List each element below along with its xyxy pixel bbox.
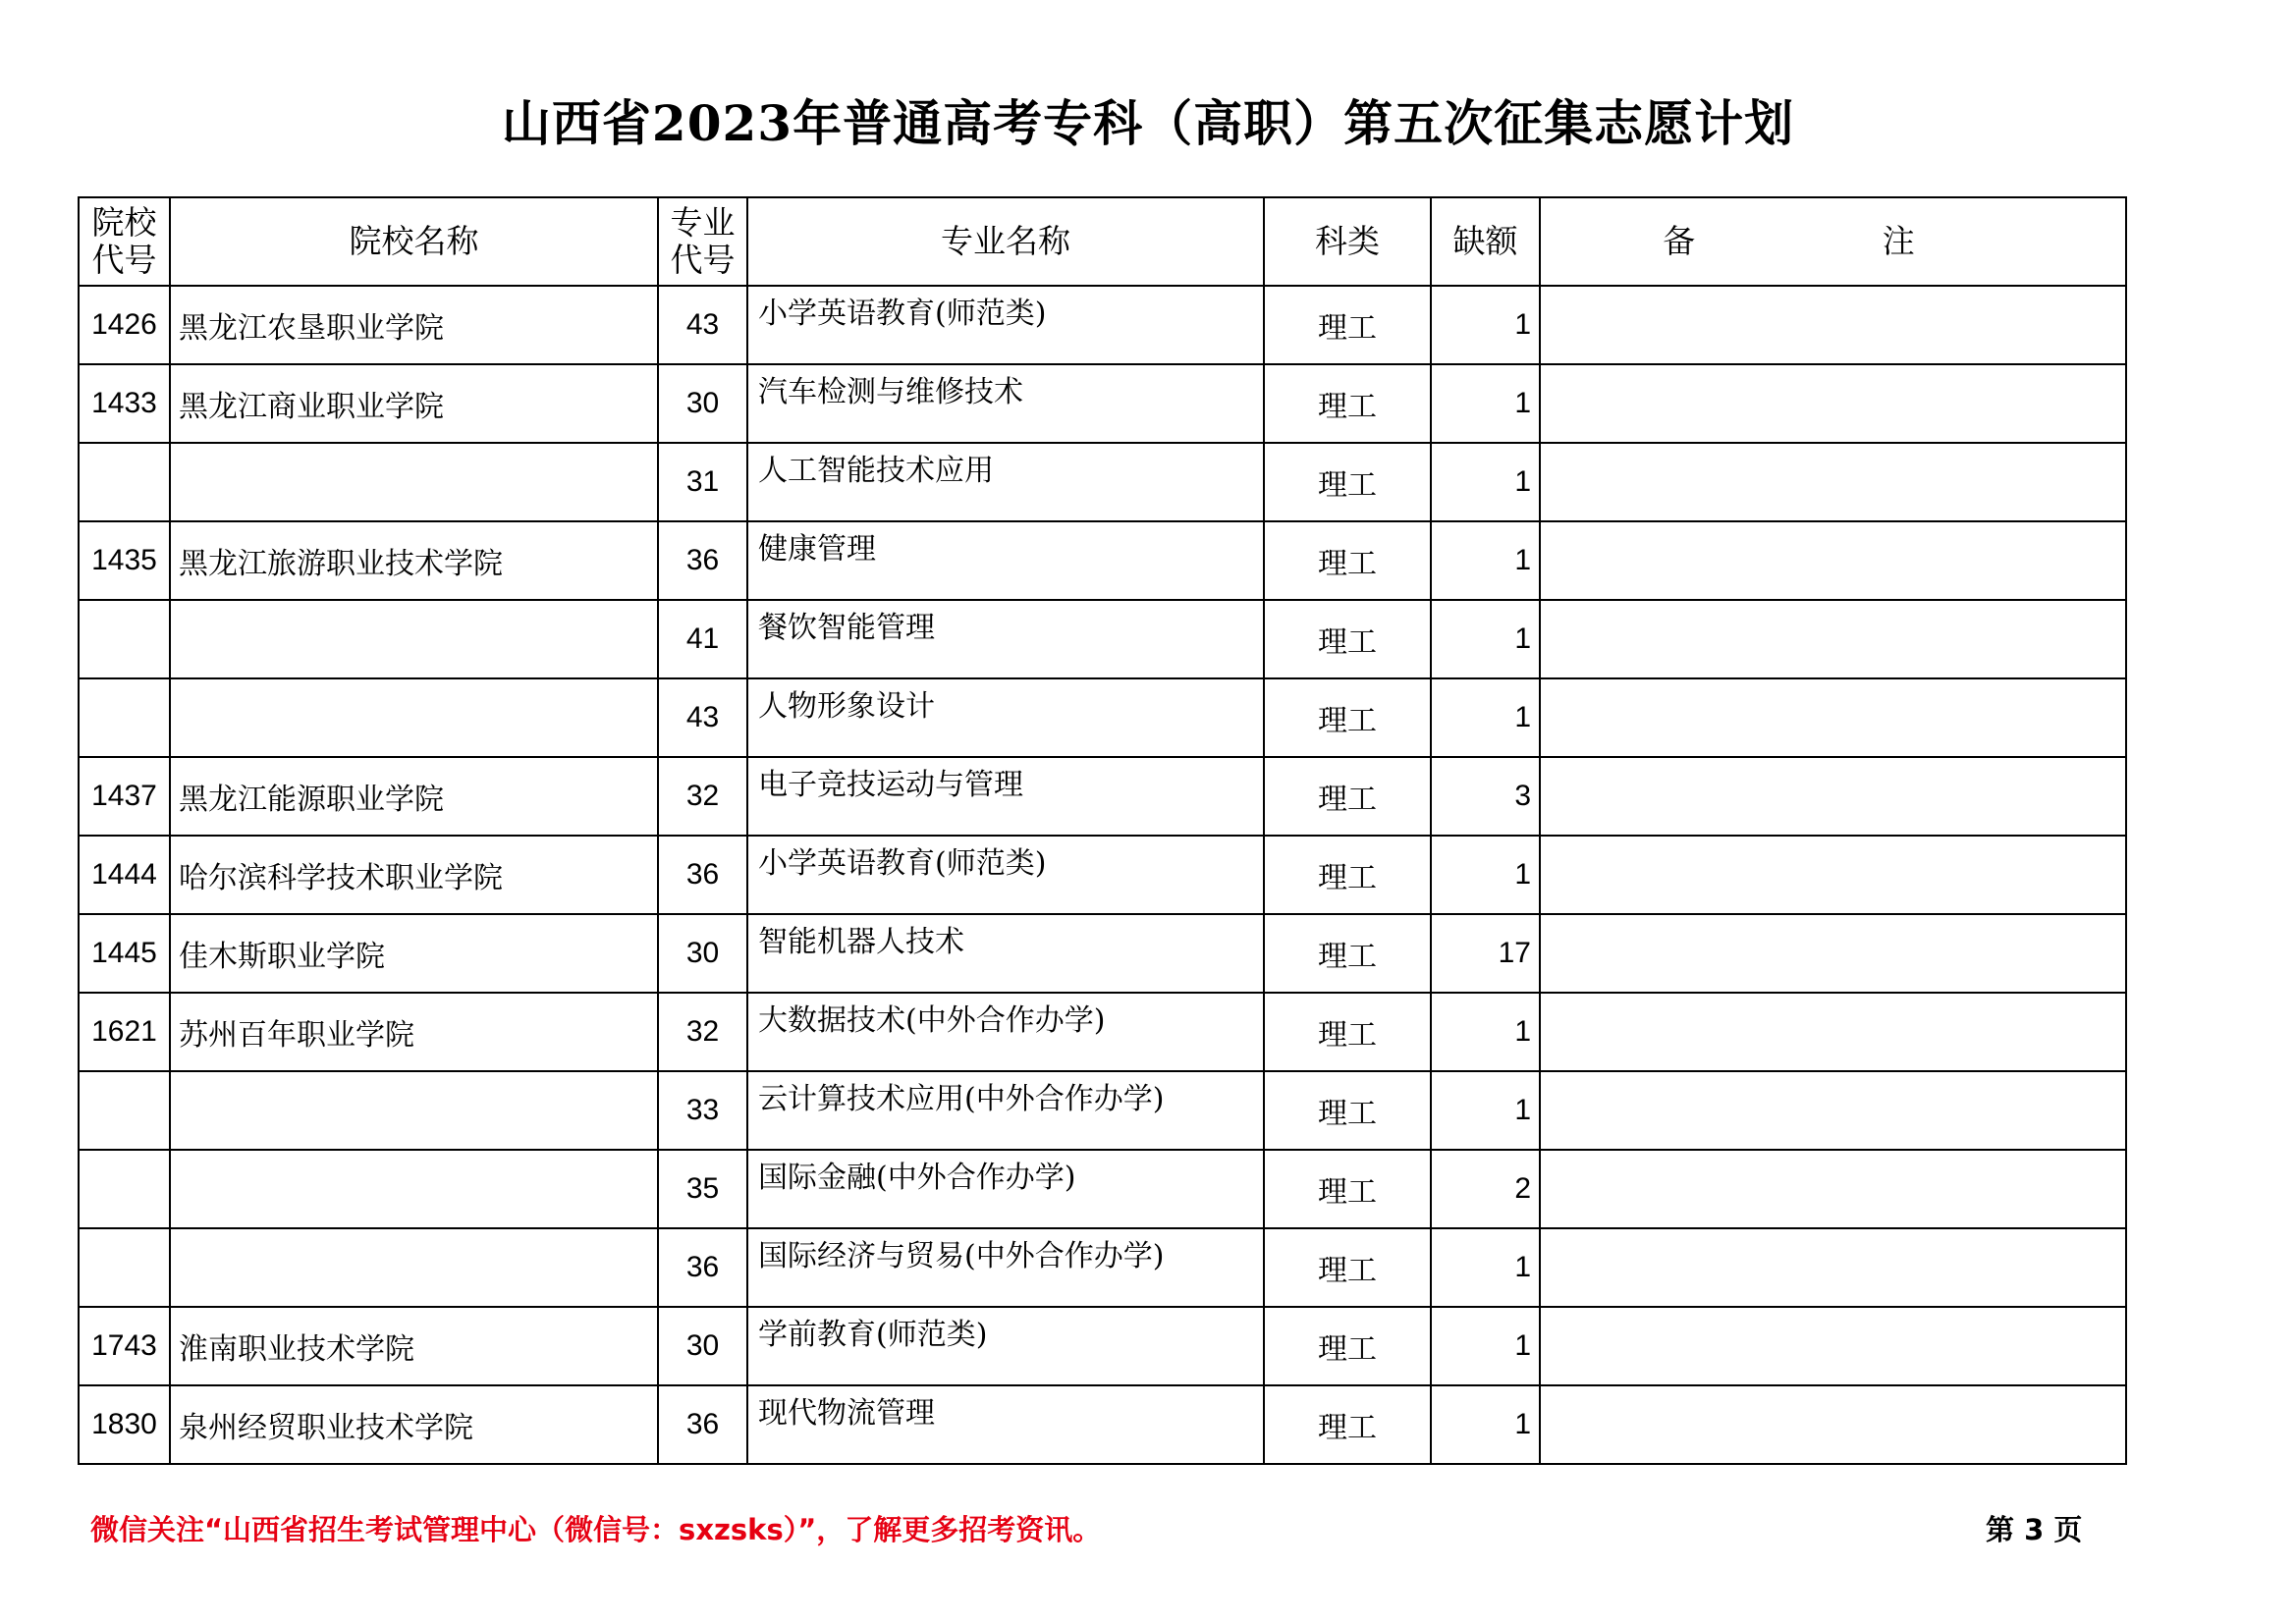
cell-school-name: 苏州百年职业学院 [170, 993, 658, 1071]
table-row [79, 1228, 2126, 1307]
cell-school-name [170, 1228, 658, 1307]
cell-category: 理工 [1264, 757, 1431, 836]
header-category: 科类 [1264, 197, 1431, 286]
cell-school-code [79, 1228, 170, 1307]
cell-school-name [170, 600, 658, 678]
cell-school-code: 1743 [79, 1307, 170, 1385]
cell-remark [1540, 1307, 2126, 1385]
cell-school-name: 黑龙江能源职业学院 [170, 757, 658, 836]
cell-category: 理工 [1264, 600, 1431, 678]
cell-major-code: 35 [658, 1150, 747, 1228]
cell-school-code [79, 678, 170, 757]
header-major-name: 专业名称 [747, 197, 1264, 286]
cell-category: 理工 [1264, 678, 1431, 757]
page-title: 山西省2023年普通高考专科（高职）第五次征集志愿计划 [501, 94, 1795, 152]
cell-quota: 1 [1431, 600, 1540, 678]
cell-major-name: 学前教育(师范类) [747, 1307, 1264, 1385]
cell-major-name: 国际经济与贸易(中外合作办学) [747, 1228, 1264, 1307]
cell-school-code: 1426 [79, 286, 170, 364]
header-major-code [658, 197, 747, 286]
cell-category: 理工 [1264, 443, 1431, 521]
cell-remark [1540, 757, 2126, 836]
cell-major-code: 32 [658, 993, 747, 1071]
cell-category: 理工 [1264, 914, 1431, 993]
cell-remark [1540, 836, 2126, 914]
cell-major-name: 小学英语教育(师范类) [747, 286, 1264, 364]
cell-major-name: 云计算技术应用(中外合作办学) [747, 1071, 1264, 1150]
cell-school-name: 黑龙江农垦职业学院 [170, 286, 658, 364]
table-row [79, 1150, 2126, 1228]
header-quota: 缺额 [1431, 197, 1540, 286]
cell-school-name: 淮南职业技术学院 [170, 1307, 658, 1385]
cell-major-code: 41 [658, 600, 747, 678]
cell-quota: 1 [1431, 443, 1540, 521]
cell-major-code: 30 [658, 914, 747, 993]
cell-school-code: 1433 [79, 364, 170, 443]
header-label: 院校 代号 [91, 203, 157, 279]
cell-major-name: 大数据技术(中外合作办学) [747, 993, 1264, 1071]
table-row [79, 1385, 2126, 1464]
plan-table [78, 196, 2127, 1465]
cell-quota: 1 [1431, 286, 1540, 364]
cell-quota: 17 [1431, 914, 1540, 993]
cell-quota: 3 [1431, 757, 1540, 836]
table-row [79, 364, 2126, 443]
cell-major-name: 健康管理 [747, 521, 1264, 600]
cell-quota: 1 [1431, 836, 1540, 914]
cell-school-name: 黑龙江旅游职业技术学院 [170, 521, 658, 600]
cell-quota: 1 [1431, 1307, 1540, 1385]
cell-school-code: 1621 [79, 993, 170, 1071]
cell-major-name: 人物形象设计 [747, 678, 1264, 757]
cell-school-code [79, 600, 170, 678]
cell-major-name: 小学英语教育(师范类) [747, 836, 1264, 914]
table-row [79, 521, 2126, 600]
cell-school-code: 1444 [79, 836, 170, 914]
cell-school-name: 黑龙江商业职业学院 [170, 364, 658, 443]
cell-category: 理工 [1264, 286, 1431, 364]
cell-category: 理工 [1264, 364, 1431, 443]
cell-remark [1540, 914, 2126, 993]
cell-quota: 1 [1431, 1385, 1540, 1464]
cell-school-name: 哈尔滨科学技术职业学院 [170, 836, 658, 914]
table-row [79, 443, 2126, 521]
cell-category: 理工 [1264, 1385, 1431, 1464]
cell-major-name: 现代物流管理 [747, 1385, 1264, 1464]
cell-school-name [170, 1150, 658, 1228]
cell-school-name [170, 443, 658, 521]
cell-major-name: 汽车检测与维修技术 [747, 364, 1264, 443]
cell-school-code: 1445 [79, 914, 170, 993]
table-row [79, 993, 2126, 1071]
cell-category: 理工 [1264, 1228, 1431, 1307]
cell-remark [1540, 678, 2126, 757]
cell-major-name: 国际金融(中外合作办学) [747, 1150, 1264, 1228]
header-label: 专业 代号 [670, 203, 736, 279]
cell-remark [1540, 1385, 2126, 1464]
cell-category: 理工 [1264, 836, 1431, 914]
cell-major-name: 电子竞技运动与管理 [747, 757, 1264, 836]
table-row [79, 1071, 2126, 1150]
cell-major-code: 43 [658, 678, 747, 757]
cell-school-name [170, 1071, 658, 1150]
cell-school-code [79, 443, 170, 521]
cell-quota: 1 [1431, 993, 1540, 1071]
header-remark: 备 注 [1540, 197, 2126, 286]
header-school-name: 院校名称 [170, 197, 658, 286]
cell-major-code: 36 [658, 836, 747, 914]
cell-category: 理工 [1264, 1150, 1431, 1228]
cell-school-name [170, 678, 658, 757]
cell-major-name: 餐饮智能管理 [747, 600, 1264, 678]
cell-remark [1540, 1071, 2126, 1150]
table-row [79, 1307, 2126, 1385]
cell-school-code: 1435 [79, 521, 170, 600]
header-school-code [79, 197, 170, 286]
cell-school-code: 1437 [79, 757, 170, 836]
cell-remark [1540, 521, 2126, 600]
cell-major-name: 人工智能技术应用 [747, 443, 1264, 521]
table-row [79, 757, 2126, 836]
cell-remark [1540, 600, 2126, 678]
cell-category: 理工 [1264, 1307, 1431, 1385]
cell-major-code: 30 [658, 1307, 747, 1385]
cell-school-name: 泉州经贸职业技术学院 [170, 1385, 658, 1464]
cell-remark [1540, 443, 2126, 521]
cell-category: 理工 [1264, 521, 1431, 600]
cell-remark [1540, 364, 2126, 443]
cell-major-code: 31 [658, 443, 747, 521]
wechat-notice: 微信关注“山西省招生考试管理中心（微信号：sxzsks）”，了解更多招考资讯。 [90, 1513, 1102, 1546]
table-row [79, 678, 2126, 757]
cell-quota: 2 [1431, 1150, 1540, 1228]
table-row [79, 286, 2126, 364]
cell-remark [1540, 286, 2126, 364]
cell-category: 理工 [1264, 993, 1431, 1071]
cell-major-code: 36 [658, 1228, 747, 1307]
cell-remark [1540, 1228, 2126, 1307]
cell-major-code: 36 [658, 521, 747, 600]
cell-remark [1540, 1150, 2126, 1228]
table-row [79, 836, 2126, 914]
cell-quota: 1 [1431, 1071, 1540, 1150]
cell-quota: 1 [1431, 1228, 1540, 1307]
cell-school-code [79, 1071, 170, 1150]
cell-major-code: 43 [658, 286, 747, 364]
cell-quota: 1 [1431, 521, 1540, 600]
cell-major-code: 32 [658, 757, 747, 836]
cell-school-code: 1830 [79, 1385, 170, 1464]
cell-quota: 1 [1431, 678, 1540, 757]
cell-major-name: 智能机器人技术 [747, 914, 1264, 993]
cell-major-code: 36 [658, 1385, 747, 1464]
cell-major-code: 33 [658, 1071, 747, 1150]
cell-school-code [79, 1150, 170, 1228]
table-header-row [79, 197, 2126, 286]
table-row [79, 600, 2126, 678]
cell-quota: 1 [1431, 364, 1540, 443]
cell-school-name: 佳木斯职业学院 [170, 914, 658, 993]
cell-major-code: 30 [658, 364, 747, 443]
cell-remark [1540, 993, 2126, 1071]
table-row [79, 914, 2126, 993]
page-number: 第 3 页 [1986, 1513, 2083, 1546]
cell-category: 理工 [1264, 1071, 1431, 1150]
